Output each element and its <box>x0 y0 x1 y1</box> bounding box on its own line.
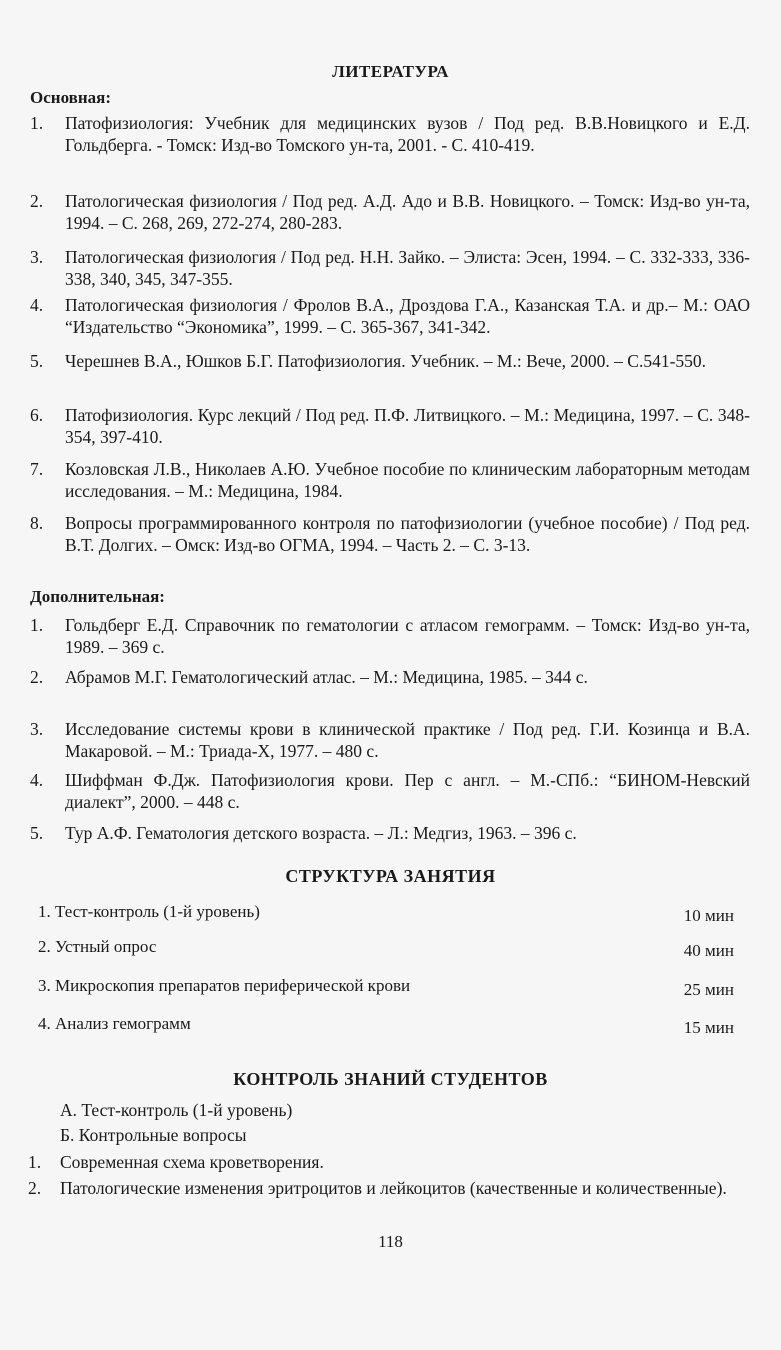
reference-number: 5. <box>30 823 44 843</box>
structure-item: 4. Анализ гемограмм <box>38 1014 191 1033</box>
additional-reference-item <box>30 769 750 813</box>
question-number: 1. <box>28 1152 42 1172</box>
reference-number: 1. <box>30 615 44 635</box>
page-number: 118 <box>378 1232 403 1251</box>
question-text: Современная схема кроветворения. <box>60 1152 324 1172</box>
structure-duration: 15 мин <box>683 1018 734 1037</box>
main-reference-item <box>30 190 750 234</box>
control-item-a: А. Тест-контроль (1-й уровень) <box>60 1100 293 1120</box>
knowledge-control-heading: КОНТРОЛЬ ЗНАНИЙ СТУДЕНТОВ <box>233 1069 548 1089</box>
main-reference-item <box>30 404 750 448</box>
main-literature-heading: Основная: <box>30 88 111 107</box>
reference-number: 2. <box>30 191 44 211</box>
reference-number: 5. <box>30 351 44 371</box>
question-item <box>28 1177 748 1199</box>
question-text: Патологические изменения эритроцитов и лейкоцитов (качественные и количественные). <box>60 1178 727 1198</box>
reference-text: Патологическая физиология / Под ред. Н.Н. Зайко. – Элиста: Эсен, 1994. – С. 332-333, 336-338, 340, 345, 347-355. <box>65 247 750 289</box>
structure-row <box>38 902 734 926</box>
reference-number: 6. <box>30 405 44 425</box>
reference-number: 7. <box>30 459 44 479</box>
structure-duration: 10 мин <box>683 906 734 925</box>
reference-text: Патологическая физиология / Фролов В.А., Дроздова Г.А., Казанская Т.А. и др.– М.: ОАО “Издательство “Экономика”, 1999. – С. 365-367, 341-342. <box>65 295 750 337</box>
additional-reference-item <box>30 718 750 762</box>
additional-reference-item <box>30 614 750 658</box>
structure-duration: 25 мин <box>683 980 734 999</box>
structure-item: 2. Устный опрос <box>38 937 157 956</box>
additional-literature-heading: Дополнительная: <box>30 587 165 606</box>
reference-text: Вопросы программированного контроля по патофизиологии (учебное пособие) / Под ред. В.Т. Долгих. – Омск: Изд-во ОГМА, 1994. – Часть 2. – С. 3-13. <box>65 513 750 555</box>
reference-text: Шиффман Ф.Дж. Патофизиология крови. Пер с англ. – М.-СПб.: “БИНОМ-Невский диалект”, 2000. – 448 с. <box>65 770 750 812</box>
main-reference-item <box>30 350 750 372</box>
reference-text: Патологическая физиология / Под ред. А.Д. Адо и В.В. Новицкого. – Томск: Изд-во ун-та, 1994. – С. 268, 269, 272-274, 280-283. <box>65 191 750 233</box>
main-reference-item <box>30 246 750 290</box>
reference-number: 3. <box>30 719 44 739</box>
reference-number: 8. <box>30 513 44 533</box>
structure-duration: 40 мин <box>683 941 734 960</box>
reference-number: 1. <box>30 113 44 133</box>
reference-text: Гольдберг Е.Д. Справочник по гематологии с атласом гемограмм. – Томск: Изд-во ун-та, 1989. – 369 с. <box>65 615 750 657</box>
reference-text: Патофизиология: Учебник для медицинских вузов / Под ред. В.В.Новицкого и Е.Д. Гольдберга. - Томск: Изд-во Томского ун-та, 2001. - С. 410-419. <box>65 113 750 155</box>
question-item <box>28 1151 748 1173</box>
main-reference-item <box>30 112 750 156</box>
reference-text: Исследование системы крови в клинической практике / Под ред. Г.И. Козинца и В.А. Макаровой. – М.: Триада-Х, 1977. – 480 с. <box>65 719 750 761</box>
additional-reference-item <box>30 666 750 688</box>
additional-reference-item <box>30 822 750 844</box>
reference-text: Тур А.Ф. Гематология детского возраста. – Л.: Медгиз, 1963. – 396 с. <box>65 823 577 843</box>
reference-text: Козловская Л.В., Николаев А.Ю. Учебное пособие по клиническим лабораторным методам исследования. – М.: Медицина, 1984. <box>65 459 750 501</box>
reference-text: Абрамов М.Г. Гематологический атлас. – М.: Медицина, 1985. – 344 с. <box>65 667 588 687</box>
structure-item: 3. Микроскопия препаратов периферической крови <box>38 976 411 995</box>
reference-number: 3. <box>30 247 44 267</box>
main-reference-item <box>30 512 750 556</box>
reference-text: Патофизиология. Курс лекций / Под ред. П.Ф. Литвицкого. – М.: Медицина, 1997. – С. 348-354, 397-410. <box>65 405 750 447</box>
reference-number: 4. <box>30 295 44 315</box>
literature-heading: ЛИТЕРАТУРА <box>332 62 449 81</box>
lesson-structure-heading: СТРУКТУРА ЗАНЯТИЯ <box>285 866 496 886</box>
reference-number: 2. <box>30 667 44 687</box>
reference-number: 4. <box>30 770 44 790</box>
structure-row <box>38 976 734 1000</box>
structure-row <box>38 937 734 961</box>
structure-item: 1. Тест-контроль (1-й уровень) <box>38 902 260 921</box>
structure-row <box>38 1014 734 1038</box>
reference-text: Черешнев В.А., Юшков Б.Г. Патофизиология. Учебник. – М.: Вече, 2000. – С.541-550. <box>65 351 707 371</box>
control-item-b: Б. Контрольные вопросы <box>60 1125 247 1145</box>
main-reference-item <box>30 458 750 502</box>
question-number: 2. <box>28 1178 42 1198</box>
main-reference-item <box>30 294 750 338</box>
